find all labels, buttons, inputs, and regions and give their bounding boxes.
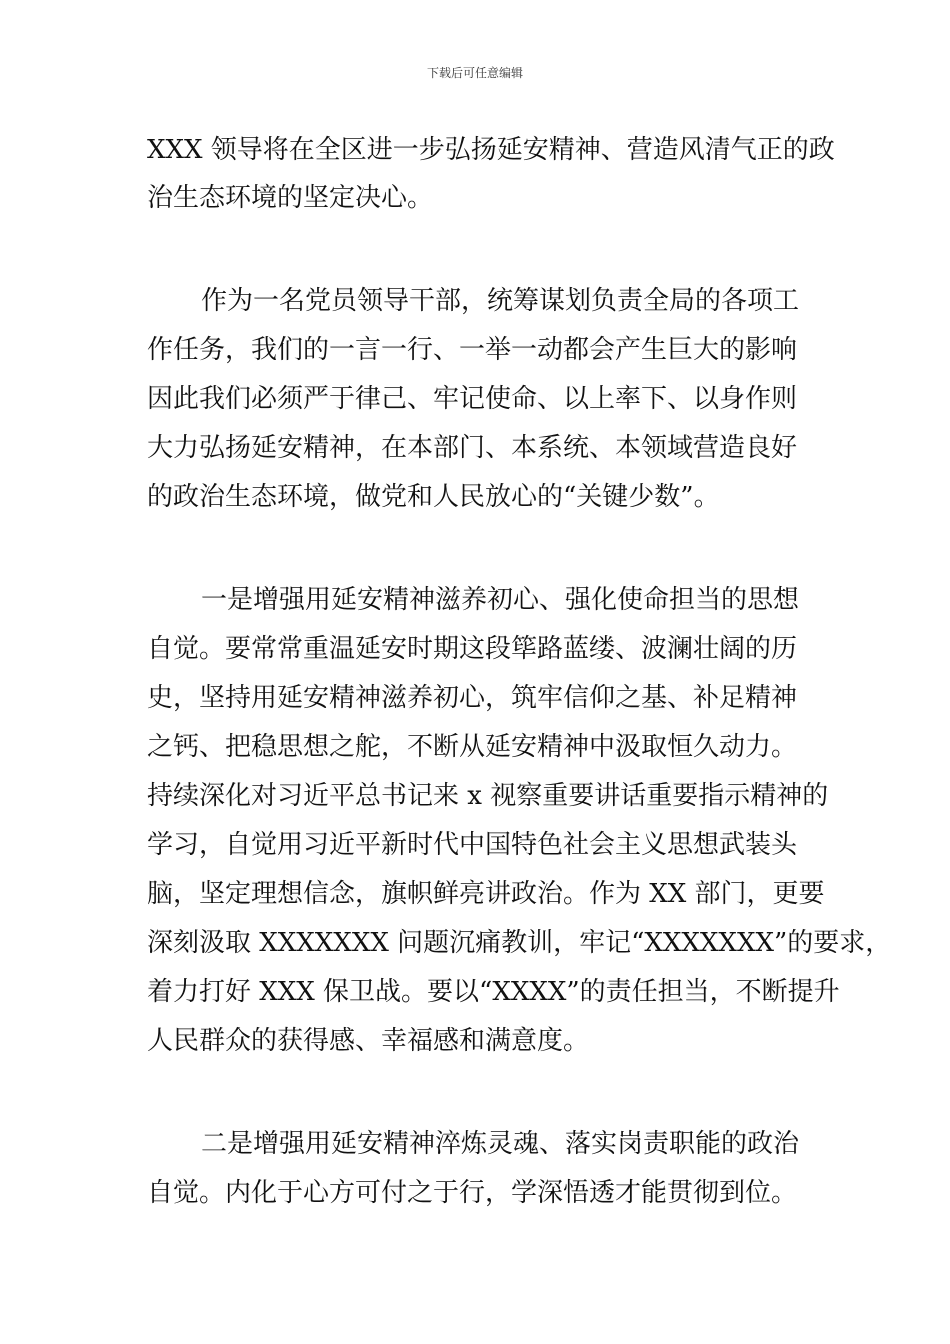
paragraph-3-line-10: 人民群众的获得感、幸福感和满意度。	[147, 1026, 590, 1056]
paragraph-4-line-1: 二是增强用延安精神淬炼灵魂、落实岗责职能的政治	[201, 1129, 800, 1159]
paragraph-2-line-4: 大力弘扬延安精神，在本部门、本系统、本领域营造良好	[147, 433, 798, 463]
page-header: 下载后可任意编辑	[426, 66, 523, 80]
paragraph-2-line-5: 的政治生态环境，做党和人民放心的“关键少数”。	[147, 482, 720, 512]
paragraph-3-line-7: 脑，坚定理想信念，旗帜鲜亮讲政治。作为 XX 部门，更要	[147, 879, 825, 909]
text-line-1: XXX 领导将在全区进一步弘扬延安精神、营造风清气正的政	[147, 135, 835, 165]
paragraph-3-line-6: 学习，自觉用习近平新时代中国特色社会主义思想武装头	[147, 830, 798, 860]
paragraph-3-line-1: 一是增强用延安精神滋养初心、强化使命担当的思想	[201, 585, 800, 615]
paragraph-3-line-9: 着力打好 XXX 保卫战。要以“XXXX”的责任担当，不断提升	[147, 977, 840, 1007]
paragraph-3-line-4: 之钙、把稳思想之舵，不断从延安精神中汲取恒久动力。	[147, 732, 798, 762]
paragraph-3-line-8: 深刻汲取 XXXXXXX 问题沉痛教训，牢记“XXXXXXX”的要求，	[147, 928, 892, 958]
paragraph-2-line-2: 作任务，我们的一言一行、一举一动都会产生巨大的影响	[147, 335, 798, 365]
paragraph-3-line-3: 史，坚持用延安精神滋养初心，筑牢信仰之基、补足精神	[147, 683, 798, 713]
paragraph-3-line-5: 持续深化对习近平总书记来 x 视察重要讲话重要指示精神的	[147, 781, 829, 811]
paragraph-4-line-2: 自觉。内化于心方可付之于行，学深悟透才能贯彻到位。	[147, 1178, 798, 1208]
paragraph-2-line-1: 作为一名党员领导干部，统筹谋划负责全局的各项工	[201, 286, 800, 316]
text-line-2: 治生态环境的坚定决心。	[147, 183, 434, 213]
paragraph-3-line-2: 自觉。要常常重温延安时期这段筚路蓝缕、波澜壮阔的历	[147, 634, 798, 664]
paragraph-2-line-3: 因此我们必须严于律己、牢记使命、以上率下、以身作则	[147, 384, 798, 414]
